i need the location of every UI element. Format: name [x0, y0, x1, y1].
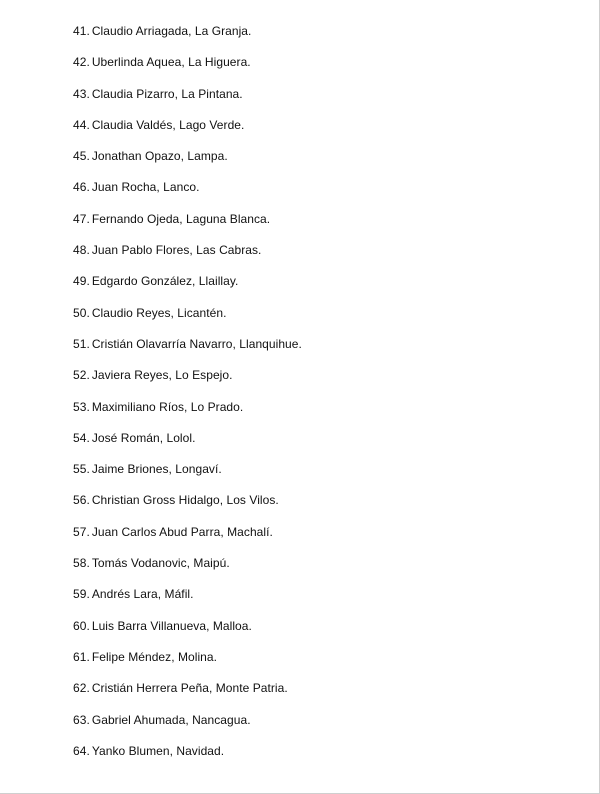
list-item-number: 52. [73, 368, 90, 383]
list-item [73, 712, 302, 743]
list-item [73, 461, 302, 492]
list-item [73, 336, 302, 367]
list-item-number: 42. [73, 55, 90, 70]
list-item [73, 273, 302, 304]
list-item-text: Claudio Arriagada, La Granja. [91, 24, 252, 38]
list-item-text: Claudia Pizarro, La Pintana. [91, 86, 243, 101]
list-item [73, 367, 302, 398]
list-item-text: Gabriel Ahumada, Nancagua. [91, 712, 251, 727]
list-item-number: 62. [73, 681, 90, 696]
list-item-text: Tomás Vodanovic, Maipú. [91, 556, 230, 571]
list-item-number: 45. [73, 149, 90, 164]
list-item-text: Uberlinda Aquea, La Higuera. [91, 55, 251, 70]
list-item-number: 56. [73, 493, 90, 508]
list-item-text: Jonathan Opazo, Lampa. [91, 149, 228, 164]
list-item [73, 148, 302, 179]
list-item-text: Cristián Olavarría Navarro, Llanquihue. [91, 336, 302, 351]
list-item [73, 179, 302, 210]
list-item [73, 524, 302, 555]
list-item-number: 61. [73, 649, 90, 664]
list-item [73, 23, 302, 54]
list-item-number: 53. [73, 399, 90, 414]
list-item-text: Claudia Valdés, Lago Verde. [91, 117, 245, 132]
list-item [73, 117, 302, 148]
list-item-text: Cristián Herrera Peña, Monte Patria. [91, 681, 288, 696]
list-item [73, 555, 302, 586]
list-item-text: Juan Rocha, Lanco. [91, 180, 200, 195]
list-item [73, 242, 302, 273]
list-item-text: Javiera Reyes, Lo Espejo. [91, 368, 233, 383]
list-item-number: 58. [73, 556, 90, 571]
list-item-number: 59. [73, 587, 90, 602]
list-item-text: Maximiliano Ríos, Lo Prado. [91, 399, 244, 414]
list-item-number: 41. [73, 24, 90, 38]
list-item [73, 649, 302, 680]
list-item-text: Juan Pablo Flores, Las Cabras. [91, 243, 262, 258]
list-item-text: Claudio Reyes, Licantén. [91, 305, 227, 320]
list-item [73, 86, 302, 117]
list-item-number: 55. [73, 462, 90, 477]
list-item [73, 586, 302, 617]
list-item-number: 48. [73, 243, 90, 258]
list-item-text: José Román, Lolol. [91, 430, 196, 445]
list-item [73, 492, 302, 523]
numbered-list [73, 23, 302, 774]
list-item-text: Edgardo González, Llaillay. [91, 274, 239, 289]
list-item [73, 743, 302, 774]
list-item [73, 54, 302, 85]
list-item-text: Fernando Ojeda, Laguna Blanca. [91, 211, 271, 226]
list-item-text: Felipe Méndez, Molina. [91, 649, 218, 664]
list-item-number: 47. [73, 211, 90, 226]
list-item-number: 44. [73, 117, 90, 132]
list-item [73, 618, 302, 649]
list-item-text: Juan Carlos Abud Parra, Machalí. [91, 524, 273, 539]
list-item [73, 399, 302, 430]
list-item-text: Yanko Blumen, Navidad. [91, 743, 225, 758]
list-item [73, 430, 302, 461]
list-item-text: Christian Gross Hidalgo, Los Vilos. [91, 493, 279, 508]
list-item-number: 51. [73, 336, 90, 351]
list-item-number: 54. [73, 430, 90, 445]
list-item-number: 57. [73, 524, 90, 539]
list-item-text: Andrés Lara, Máfil. [91, 587, 194, 602]
list-item-number: 60. [73, 618, 90, 633]
list-item-text: Jaime Briones, Longaví. [91, 462, 222, 477]
list-item [73, 305, 302, 336]
list-item-number: 50. [73, 305, 90, 320]
list-item [73, 211, 302, 242]
list-item-number: 46. [73, 180, 90, 195]
list-item-number: 43. [73, 86, 90, 101]
list-item-text: Luis Barra Villanueva, Malloa. [91, 618, 252, 633]
list-item [73, 680, 302, 711]
list-item-number: 63. [73, 712, 90, 727]
list-item-number: 49. [73, 274, 90, 289]
list-item-number: 64. [73, 743, 90, 758]
